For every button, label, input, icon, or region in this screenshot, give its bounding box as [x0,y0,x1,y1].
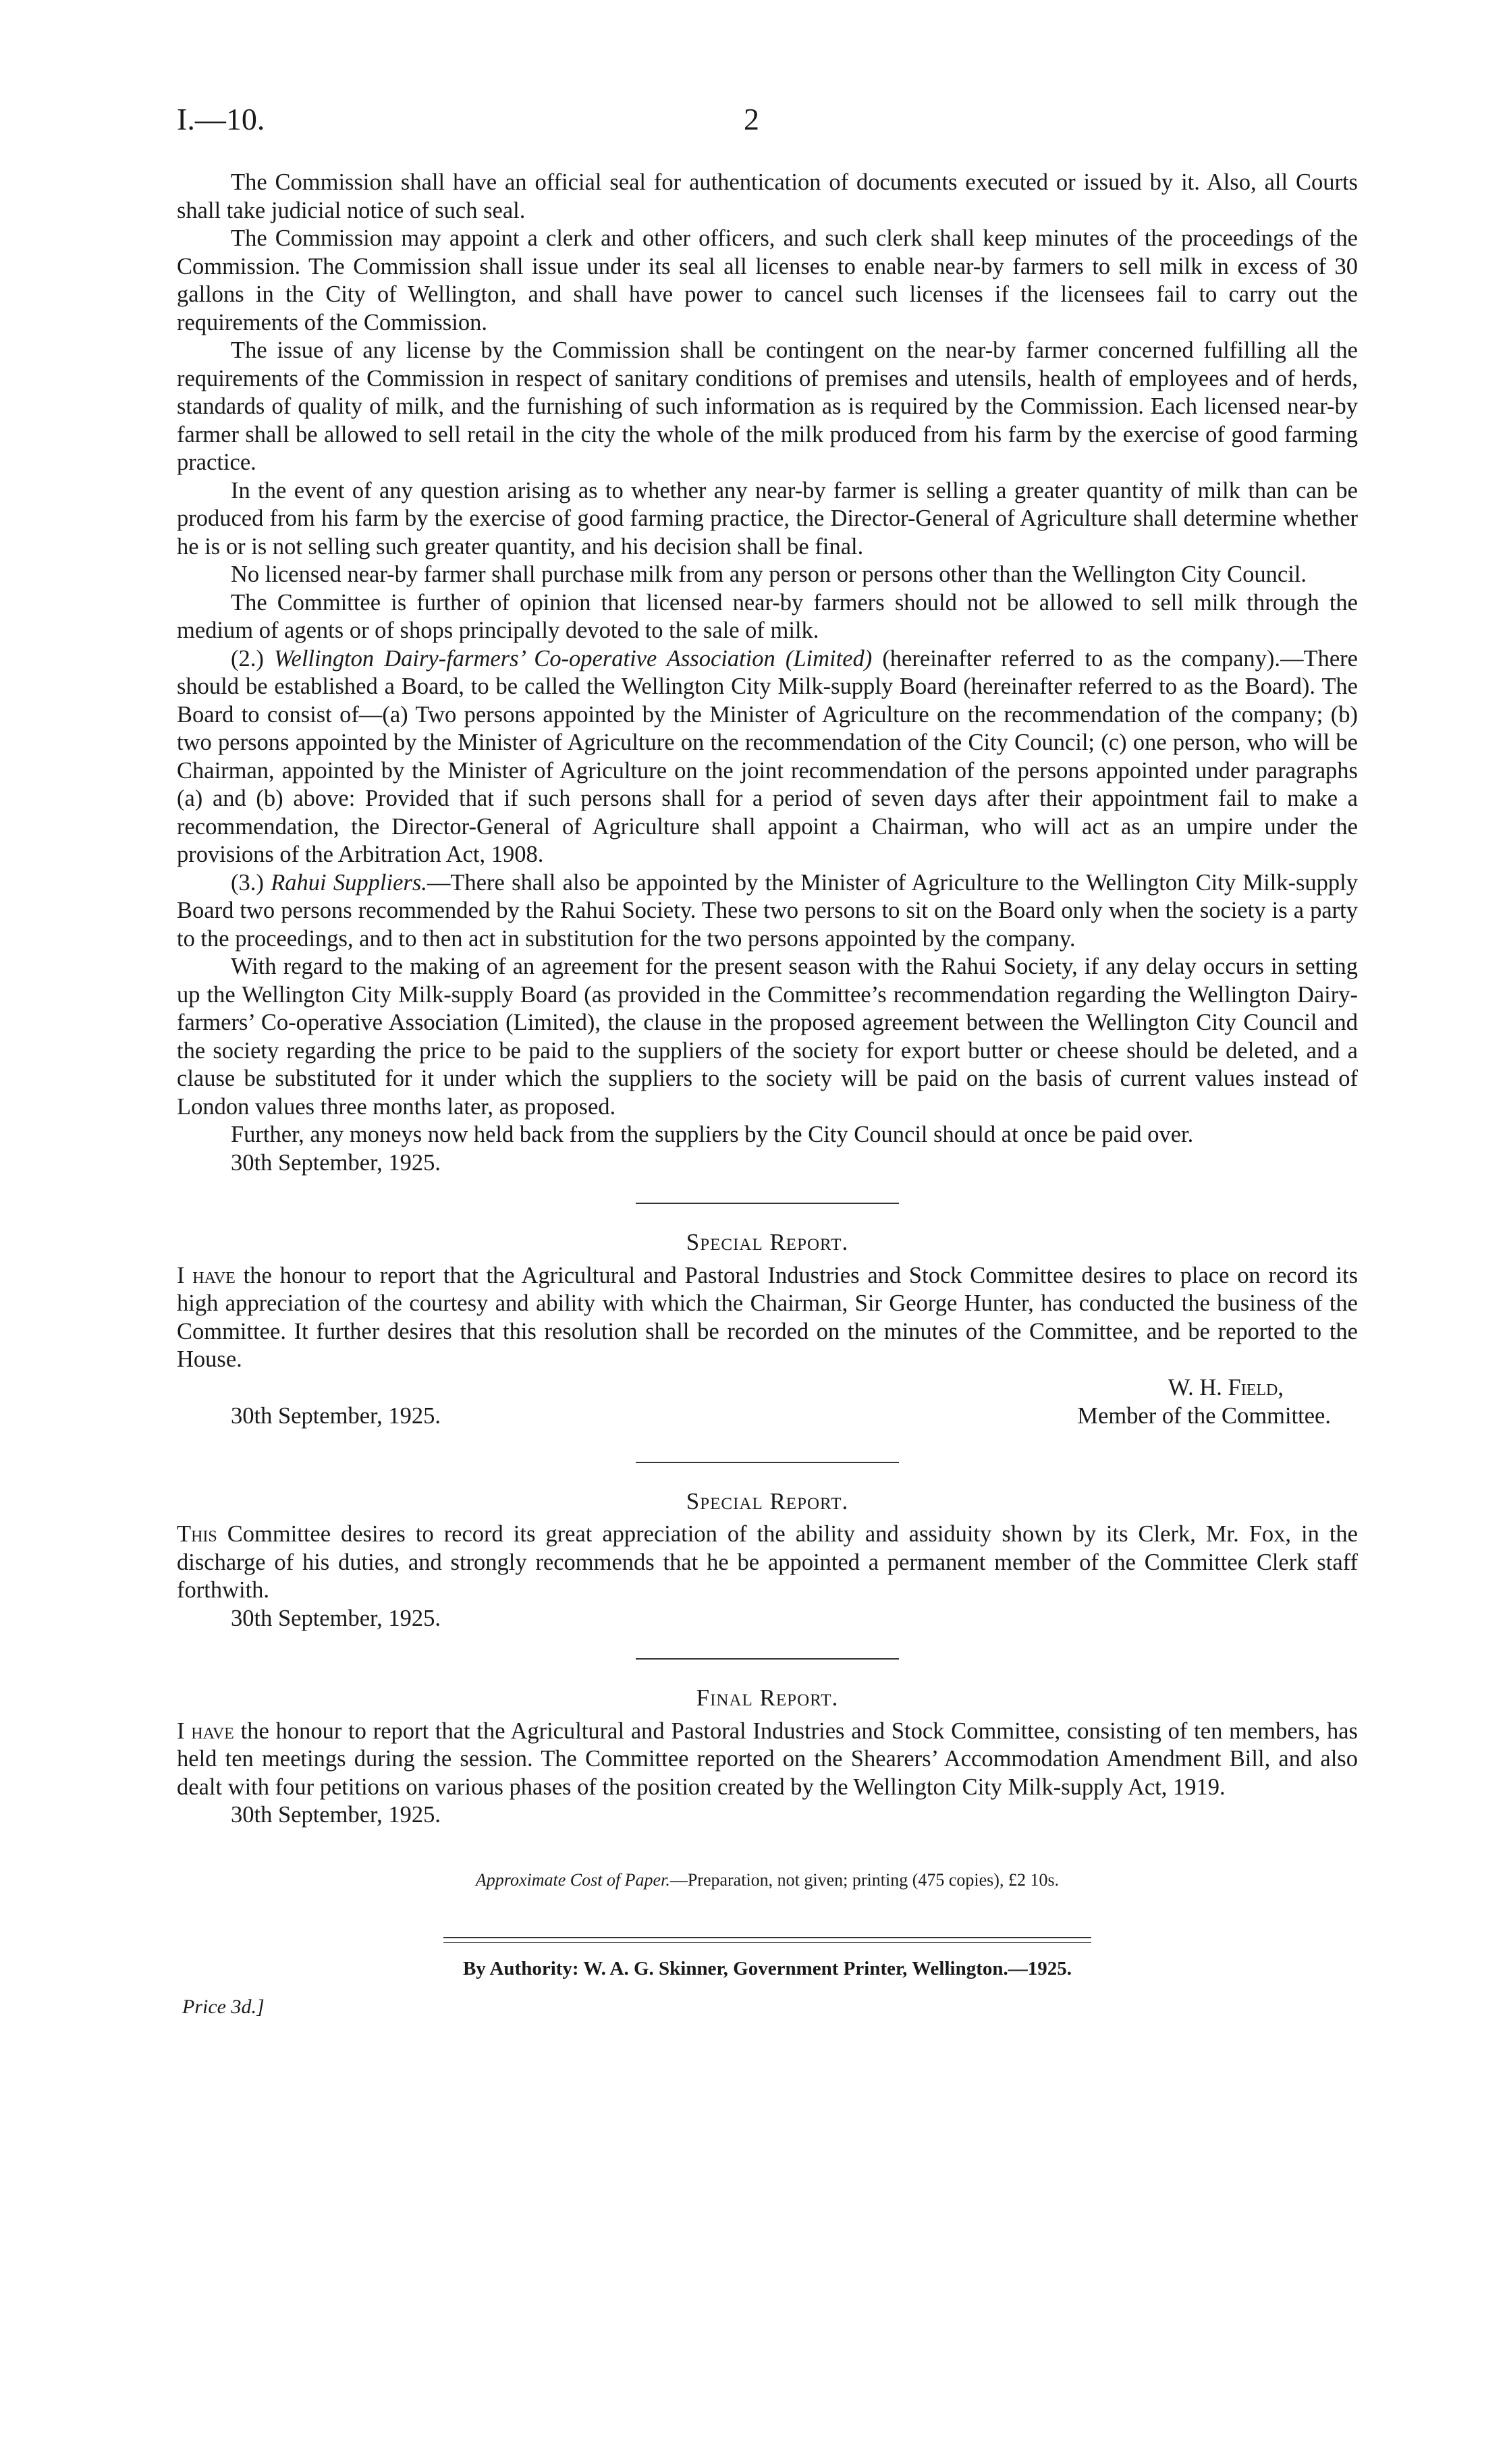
signature-date: 30th September, 1925. [231,1402,441,1429]
signature-block [177,1374,1358,1436]
section-text: (hereinafter referred to as the company).—There should be established a Board, to be called the Wellington City Milk-supply Board (hereinafter referred to as the Board). The Board to consist of—(a) Two persons appointed by the Minister of Agriculture on the recommendation of the company; (b) two persons appointed by the Minister of Agriculture on the recommendation of the City Council; (c) one person, who will be Chairman, appointed by the Minister of Agriculture on the joint recommendation of the persons appointed under paragraphs (a) and (b) above: Provided that if such persons shall for a period of seven days after their appointment fail to make a recommendation, the Director-General of Agriculture shall appoint a Chairman, who will act as an umpire under the provisions of the Arbitration Act, 1908. [177,645,1358,867]
section-divider [636,1203,899,1204]
report-body: Committee desires to record its great appreciation of the ability and assiduity shown by its Clerk, Mr. Fox, in the discharge of his duties, and strongly recommends that he be appointed a permanent member of the Committee Clerk staff forthwith. [177,1521,1358,1603]
paragraph-agents: The Committee is further of opinion that licensed near-by farmers should not be allowed to sell milk through the medium of agents or of shops principally devoted to the sale of milk. [177,589,1358,643]
paragraph-license: The issue of any license by the Commission shall be contingent on the near-by farmer concerned fulfilling all the requirements of the Commission in respect of sanitary conditions of premises and utensils, health of employees and of herds, standards of quality of milk, and the furnishing of such information as is required by the Commission. Each licensed near-by farmer shall be allowed to sell retail in the city the whole of the milk produced from his farm by the exercise of good farming practice. [177,337,1358,475]
special-report-text [177,1262,1358,1374]
paragraph-moneys: Further, any moneys now held back from the suppliers by the City Council should at once be paid over. [231,1122,1194,1147]
footer-rule-thin [443,1942,1091,1943]
opening-words: This [177,1521,217,1547]
report-date: 30th September, 1925. [231,1149,441,1176]
paragraph-purchase: No licensed near-by farmer shall purchase milk from any person or persons other than the Wellington City Council. [231,562,1307,587]
paragraph-question: In the event of any question arising as to whether any near-by farmer is selling a greater quantity of milk than can be produced from his farm by the exercise of good farming practice, the Director-General of Agriculture shall determine whether he is or is not selling such greater quantity, and his decision shall be final. [177,477,1358,559]
section-title: Wellington Dairy-farmers’ Co-operative Association (Limited) [273,645,873,672]
special-report-heading: Special Report. [686,1229,849,1255]
opening-words: I have [177,1718,234,1744]
paper-reference: I.—10. [177,102,265,136]
paragraph-clerk: The Commission may appoint a clerk and other officers, and such clerk shall keep minutes of the proceedings of the Commission. The Commission shall issue under its seal all licenses to enable near-by farmers to sell milk in excess of 30 gallons in the City of Wellington, and shall have power to cancel such licenses if the licensees fail to carry out the requirements of the Commission. [177,225,1358,335]
final-report-text [177,1718,1358,1802]
document-body [177,169,1358,2021]
cost-of-paper [177,1866,1358,1894]
cost-label: Approximate Cost of Paper. [475,1869,670,1890]
report-date: 30th September, 1925. [231,1605,441,1631]
final-report-heading: Final Report. [696,1685,839,1711]
signature-role: Member of the Committee. [1077,1402,1331,1429]
report-body: the honour to report that the Agricultural and Pastoral Industries and Stock Committee, consisting of ten members, has held ten meetings during the session. The Committee reported on the Shearers’ Accommodation Amendment Bill, and also dealt with four petitions on various phases of the position created by the Wellington City Milk-supply Act, 1919. [177,1718,1358,1800]
page-number: 2 [744,102,759,136]
price-label: Price 3d.] [182,1995,265,2018]
section-title: Rahui Suppliers. [271,869,427,896]
cost-text: —Preparation, not given; printing (475 copies), £2 10s. [669,1869,1060,1890]
report-body: the honour to report that the Agricultural and Pastoral Industries and Stock Committee desires to place on record its high appreciation of the courtesy and ability with which the Chairman, Sir George Hunter, has conducted the business of the Committee. It further desires that this resolution shall be recorded on the minutes of the Committee, and be reported to the House. [177,1262,1358,1372]
section-text: —There shall also be appointed by the Minister of Agriculture to the Wellington City Milk-supply Board two persons recommended by the Rahui Society. These two persons to sit on the Board only when the society is a party to the proceedings, and to then act in substitution for the two persons appointed by the company. [177,869,1358,952]
paragraph-wellington-association [177,645,1358,869]
page-header [177,101,1358,142]
special-report-heading: Special Report. [686,1487,849,1514]
section-divider [636,1462,899,1463]
special-report-text [177,1521,1358,1605]
paragraph-rahui-suppliers [177,869,1358,954]
section-divider [636,1658,899,1660]
signature-name: W. H. Field, [1168,1374,1284,1400]
footer-rule [443,1937,1091,1938]
section-number: (2.) [231,645,274,672]
paragraph-seal: The Commission shall have an official seal for authentication of documents executed or issued by it. Also, all Courts shall take judicial notice of such seal. [177,169,1358,223]
section-number: (3.) [231,869,271,896]
opening-words: I have [177,1262,236,1288]
printer-authority: By Authority: W. A. G. Skinner, Government Printer, Wellington.—1925. [462,1958,1072,1979]
paragraph-agreement: With regard to the making of an agreement for the present season with the Rahui Society, if any delay occurs in setting up the Wellington City Milk-supply Board (as provided in the Committee’s recommendation regarding the Wellington Dairy-farmers’ Co-operative Association (Limited), the clause in the proposed agreement between the Wellington City Council and the society regarding the price to be paid to the suppliers of the society for export butter or cheese should be deleted, and a clause be substituted for it under which the suppliers to the society will be paid on the basis of current values instead of London values three months later, as proposed. [177,954,1358,1120]
report-date: 30th September, 1925. [231,1802,441,1828]
